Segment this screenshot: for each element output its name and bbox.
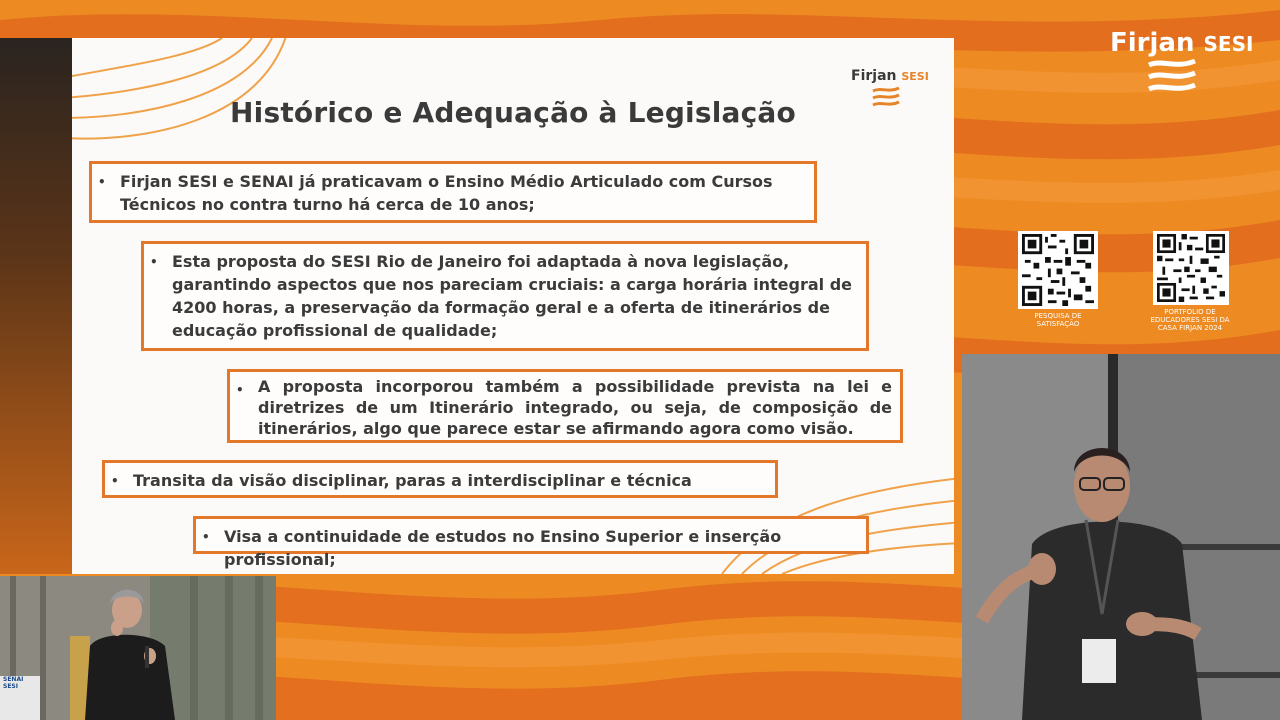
bullet-box-5	[193, 516, 869, 569]
speaker-video	[962, 354, 1280, 720]
bullet-symbol: •	[150, 255, 158, 269]
bullet-symbol: •	[202, 530, 210, 544]
qr-label-line: SATISFAÇÃO	[1036, 320, 1080, 328]
qr-code-portfolio[interactable]	[1153, 231, 1229, 305]
bullet-box-1	[89, 161, 817, 223]
brand-logo	[1110, 28, 1254, 98]
qr-code-icon	[1021, 234, 1095, 306]
bullet-text-3: A proposta incorporou também a possibilidade prevista na lei e diretrizes de um Itinerário integrado, ou seja, de composição de itinerários, algo que parece estar se afirmando agora como visão.	[258, 377, 892, 438]
bullet-symbol: •	[236, 383, 244, 397]
camera-feed-speaker	[962, 354, 1280, 720]
qr-label-line: CASA FIRJAN 2024	[1157, 324, 1223, 332]
slide-left-strip	[0, 38, 72, 574]
qr-label-survey	[1018, 312, 1098, 328]
banner-line: SESI	[3, 683, 18, 690]
qr-code-icon	[1156, 234, 1226, 302]
camera-banner	[0, 676, 40, 690]
qr-label-line: PESQUISA DE	[1034, 312, 1082, 320]
brand-name: Firjan	[1110, 28, 1195, 58]
slide-logo-name: Firjan	[851, 68, 897, 84]
bullet-symbol: •	[111, 474, 119, 488]
bullet-text-1: Firjan SESI e SENAI já praticavam o Ensino Médio Articulado com Cursos Técnicos no contra turno há cerca de 10 anos;	[120, 172, 773, 214]
bullet-box-4	[102, 460, 778, 498]
presentation-slide	[72, 38, 954, 574]
camera-feed-interpreter	[0, 576, 276, 720]
interpreter-video	[0, 576, 276, 720]
bullet-box-2	[141, 241, 869, 351]
bullet-symbol: •	[98, 175, 106, 189]
banner-line: SENAI	[3, 676, 24, 683]
brand-suffix: SESI	[1203, 32, 1254, 56]
bullet-box-3	[227, 369, 903, 443]
qr-label-portfolio	[1140, 308, 1240, 332]
waves-icon	[1146, 58, 1198, 96]
qr-label-line: PORTFOLIO DE	[1164, 308, 1216, 316]
qr-code-survey[interactable]	[1018, 231, 1098, 309]
bullet-text-4: Transita da visão disciplinar, paras a interdisciplinar e técnica	[133, 471, 692, 490]
bullet-text-2: Esta proposta do SESI Rio de Janeiro foi adaptada à nova legislação, garantindo aspectos que nos pareciam cruciais: a carga horária integral de 4200 horas, a preservação da formação geral e a oferta de itinerários de educação profissional de qualidade;	[172, 252, 853, 340]
slide-logo-suffix: SESI	[901, 70, 929, 83]
slide-title: Histórico e Adequação à Legislação	[230, 96, 796, 129]
qr-label-line: EDUCADORES SESI DA	[1150, 316, 1230, 324]
bullet-text-5: Visa a continuidade de estudos no Ensino Superior e inserção profissional;	[224, 527, 782, 569]
